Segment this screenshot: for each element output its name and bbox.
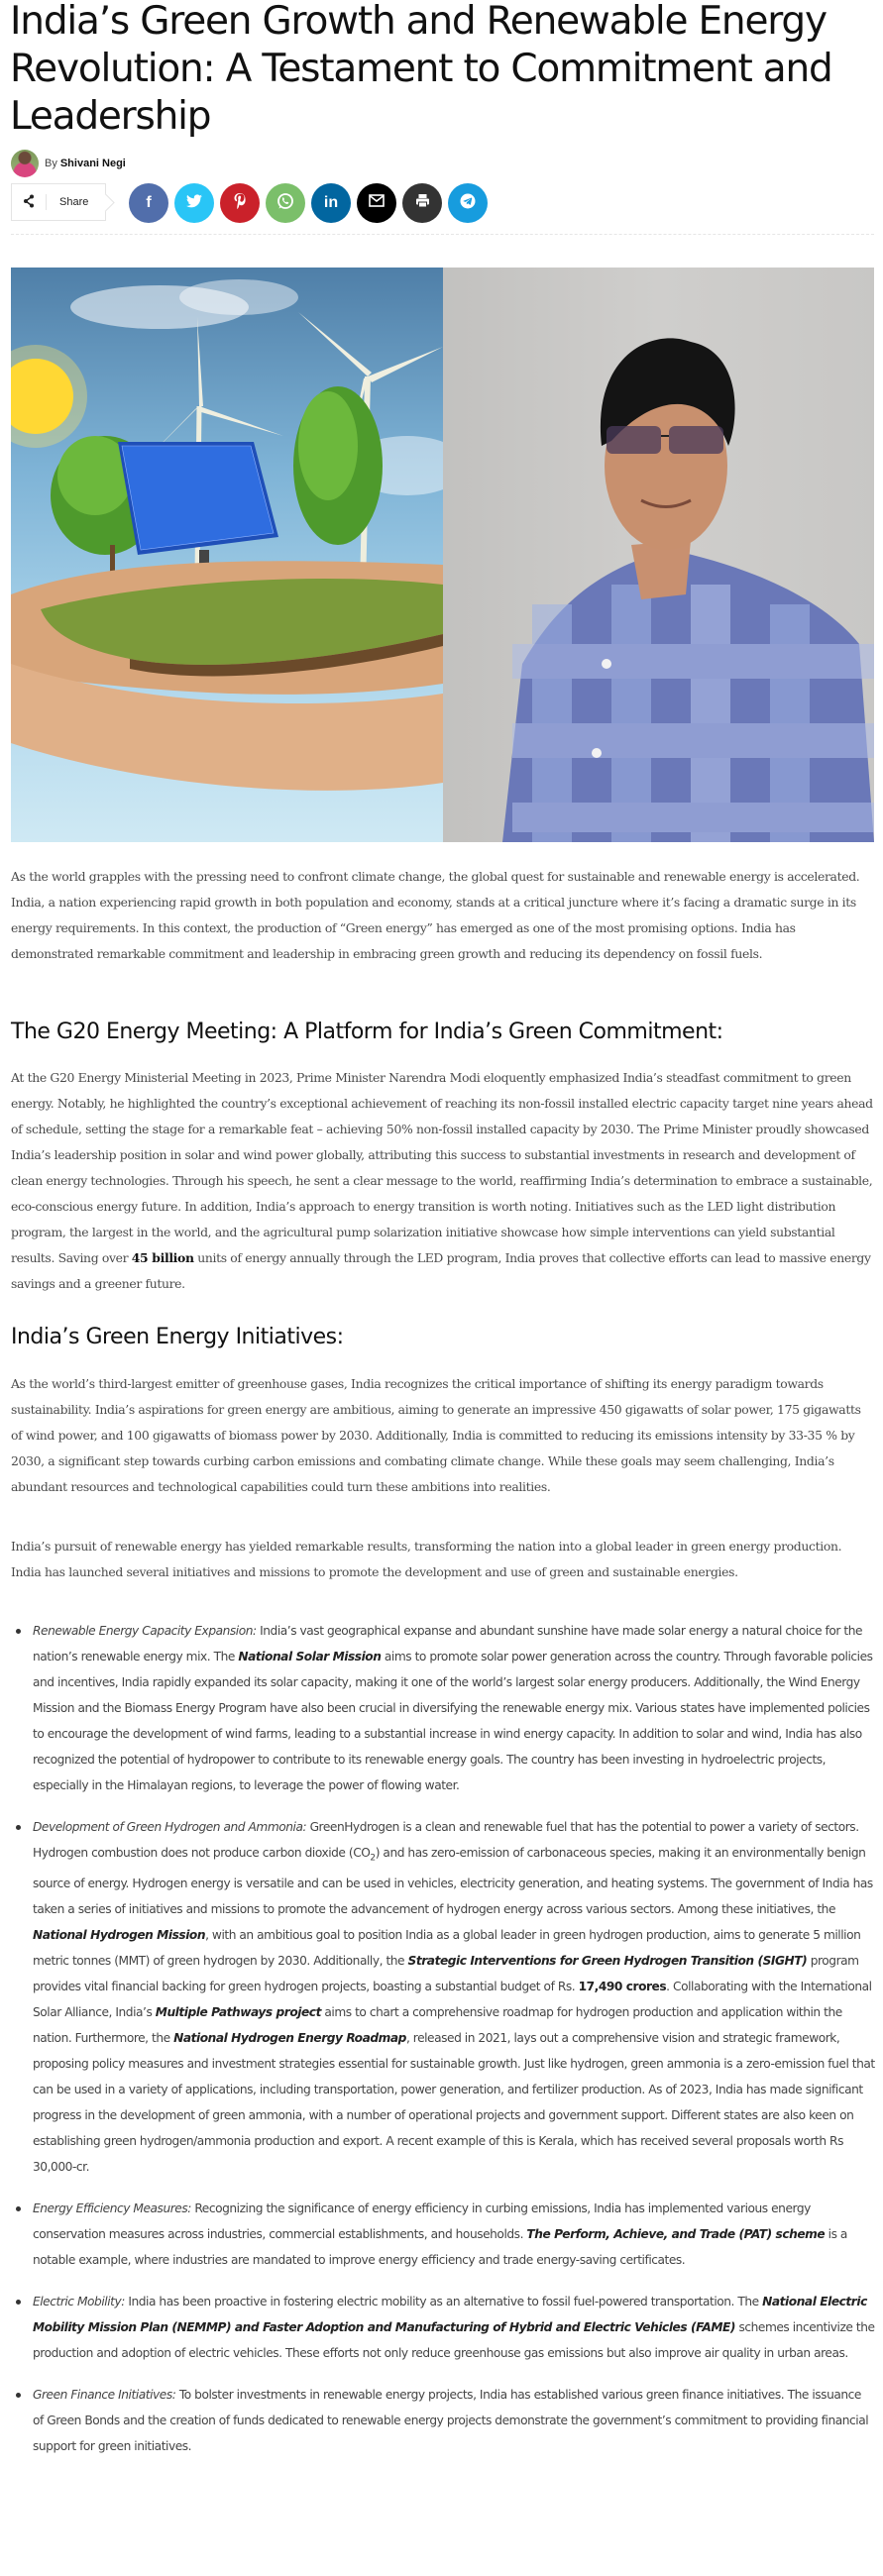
mobility-text-2: schemes incentivize the production and adoption of electric vehicles. These efforts not only reduce greenhouse gas emissions but also improve air quality in urban areas. [33, 2320, 875, 2361]
hydrogen-text-2: ) and has zero-emission of carbonaceous species, making it an environmentally benign source of energy. Hydrogen energy is versatile and can be used in vehicles, electricity generation, and heating systems. The government of India has taken a series of initiatives and missions to promote the advancement of hydrogen energy across various sectors. Among these initiatives, the [33, 1846, 873, 1917]
efficiency-text-1: Recognizing the significance of energy efficiency in curbing emissions, India has implemented various energy conservation measures across industries, commercial establishments, and households. [33, 2201, 811, 2242]
share-label: Share [59, 196, 89, 208]
initiatives-paragraph-1: As the world’s third-largest emitter of greenhouse gases, India recognizes the critical importance of shifting its energy paradigm towards sustainability. India’s aspirations for green energy are ambitious, aiming to generate an impressive 450 gigawatts of solar power, 175 gigawatts of wind power, and 100 gigawatts of biomass power by 2030. Additionally, India is committed to reducing its emissions intensity by 33-35 % by 2030, a significant step towards curbing carbon emissions and combating climate change. While these goals may seem challenging, India’s abundant resources and technological capabilities could turn these ambitions into realities. [11, 1376, 861, 1494]
efficiency-text-2: is a notable example, where industries are mandated to improve energy efficiency and trade energy-saving certificates. [33, 2227, 847, 2268]
telegram-icon [460, 193, 476, 214]
initiatives-list [0, 1618, 883, 2475]
hydrogen-text-3: , with an ambitious goal to position India as a global leader in green hydrogen production, aims to generate 5 million metric tonnes (MMT) of green hydrogen by 2030. Additionally, the [33, 1928, 861, 1969]
list-item-finance [0, 2382, 883, 2459]
email-icon [369, 194, 385, 212]
whatsapp-share-button[interactable] [266, 183, 305, 223]
hydrogen-text-7: , released in 2021, lays out a comprehensive vision and strategic framework, proposing policy measures and investment strategies essential for sustainable growth. Just like hydrogen, green ammonia is a zero-emission fuel that can be used in a variety of applications, including transportation, power generation, and fertilizer production. As of 2023, India has made significant progress in the development of green ammonia, with a number of operational projects and government support. Different states are also keen on establishing green hydrogen/ammonia production and export. A recent example of this is Kerala, which has received several proposals worth Rs 30,000-cr. [33, 2031, 875, 2175]
finance-text-1: To bolster investments in renewable energy projects, India has established various green finance initiatives. The issuance of Green Bonds and the creation of funds dedicated to renewable energy projects demonstrate the government’s commitment to providing financial support for green initiatives. [33, 2388, 869, 2454]
multiple-pathways-project: Multiple Pathways project [155, 2005, 321, 2020]
author-avatar[interactable] [11, 150, 39, 177]
co2-subscript: 2 [370, 1853, 376, 1864]
facebook-icon: f [146, 194, 152, 211]
share-box[interactable] [11, 183, 106, 221]
g20-text-2: units of energy annually through the LED program, India proves that collective efforts can lead to massive energy savings and a greener future. [11, 1250, 871, 1291]
sight-budget: 17,490 crores [578, 1980, 667, 1994]
mobility-label: Electric Mobility: [33, 2295, 125, 2309]
hydrogen-text-5: . Collaborating with the International Solar Alliance, India’s [33, 1980, 872, 2020]
initiatives-paragraph-2: India’s pursuit of renewable energy has yielded remarkable results, transforming the nation into a global leader in green energy production. India has launched several initiatives and missions to promote the development and use of green and sustainable energies. [11, 1539, 842, 1579]
hydrogen-text-6: aims to chart a comprehensive roadmap for hydrogen production and application within the nation. Furthermore, the [33, 2005, 842, 2046]
national-hydrogen-mission: National Hydrogen Mission [33, 1928, 206, 1943]
sight-program: Strategic Interventions for Green Hydrogen Transition (SIGHT) [407, 1954, 808, 1969]
facebook-share-button[interactable] [129, 183, 168, 223]
efficiency-label: Energy Efficiency Measures: [33, 2201, 191, 2216]
whatsapp-icon [276, 192, 294, 215]
article-title: India’s Green Growth and Renewable Energy Revolution: A Testament to Commitment and Leadership [10, 0, 832, 139]
hydrogen-text-4: program provides vital financial backing for green hydrogen projects, boasting a substantial budget of Rs. [33, 1954, 859, 1994]
print-icon [415, 193, 430, 213]
pat-scheme: The Perform, Achieve, and Trade (PAT) scheme [526, 2227, 826, 2242]
list-item-mobility [0, 2289, 883, 2366]
pinterest-icon [234, 193, 246, 214]
pinterest-share-button[interactable] [220, 183, 260, 223]
author-link[interactable]: Shivani Negi [59, 158, 126, 169]
list-item-hydrogen [0, 1814, 883, 2180]
renewable-text-2: aims to promote solar power generation across the country. Through favorable policies and incentives, India rapidly expanded its solar capacity, making it one of the world’s largest solar energy producers. Additionally, the Wind Energy Mission and the Biomass Energy Program have also been crucial in diversifying the renewable energy mix. Various states have implemented policies to encourage the development of wind farms, leading to a substantial increase in wind energy capacity. In addition to solar and wind, India has also recognized the potential of hydropower to contribute to its renewable energy goals. The country has been investing in hydroelectric projects, especially in the Himalayan regions, to leverage the power of flowing water. [33, 1650, 873, 1792]
byline [11, 149, 126, 178]
renewable-label: Renewable Energy Capacity Expansion: [33, 1624, 257, 1638]
list-item-efficiency [0, 2196, 883, 2273]
section-heading-g20: The G20 Energy Meeting: A Platform for India’s Green Commitment: [11, 1020, 723, 1044]
linkedin-icon: in [323, 194, 339, 211]
mobility-text-1: India has been proactive in fostering electric mobility as an alternative to fossil fuel-powered transportation. The [124, 2295, 763, 2309]
share-icon [12, 194, 47, 210]
national-solar-mission: National Solar Mission [238, 1650, 382, 1664]
section-heading-initiatives: India’s Green Energy Initiatives: [11, 1325, 344, 1349]
header-divider [11, 234, 874, 235]
hydrogen-label: Development of Green Hydrogen and Ammonia: [33, 1820, 307, 1834]
intro-paragraph: As the world grapples with the pressing need to confront climate change, the global quest for sustainable and renewable energy is accelerated. India, a nation experiencing rapid growth in both population and economy, stands at a critical juncture where it’s facing a dramatic surge in its energy requirements. In this context, the production of “Green energy” has emerged as one of the most promising options. India has demonstrated remarkable commitment and leadership in embracing green growth and reducing its dependency on fossil fuels. [11, 869, 860, 961]
featured-image [11, 268, 874, 842]
list-item-renewable [0, 1618, 883, 1798]
national-hydrogen-energy-roadmap: National Hydrogen Energy Roadmap [173, 2031, 406, 2046]
telegram-share-button[interactable] [448, 183, 488, 223]
nemmp-fame-schemes: National Electric Mobility Mission Plan (NEMMP) and Faster Adoption and Manufacturing of Hybrid and Electric Vehicles (FAME) [33, 2295, 867, 2335]
finance-label: Green Finance Initiatives: [33, 2388, 176, 2403]
g20-highlight-45-billion: 45 billion [131, 1250, 194, 1265]
renewable-text-1: India’s vast geographical expanse and abundant sunshine have made solar energy a natural choice for the nation’s renewable energy mix. The [33, 1624, 863, 1664]
linkedin-share-button[interactable] [311, 183, 351, 223]
social-share-buttons [129, 183, 494, 223]
print-button[interactable] [402, 183, 442, 223]
hydrogen-text-1: GreenHydrogen is a clean and renewable fuel that has the potential to power a variety of sectors. Hydrogen combustion does not produce carbon dioxide (CO [33, 1820, 859, 1860]
twitter-share-button[interactable] [174, 183, 214, 223]
email-share-button[interactable] [357, 183, 396, 223]
byline-prefix: By [45, 158, 57, 169]
renewable-energy-illustration [11, 268, 443, 842]
g20-paragraph [11, 1065, 873, 1297]
g20-text-1: At the G20 Energy Ministerial Meeting in 2023, Prime Minister Narendra Modi eloquently emphasized India’s steadfast commitment to green energy. Notably, he highlighted the country’s exceptional achievement of reaching its non-fossil installed electric capacity target nine years ahead of schedule, setting the stage for a remarkable feat – achieving 50% non-fossil installed capacity by 2030. The Prime Minister proudly showcased India’s leadership position in solar and wind power globally, attributing this success to substantial investments in research and development of clean energy technologies. Through his speech, he sent a clear message to the world, reaffirming India’s determination to embrace a sustainable, eco-conscious energy future. In addition, India’s approach to energy transition is worth noting. Initiatives such as the LED light distribution program, the largest in the world, and the agricultural pump solarization initiative showcase how simple interventions can yield substantial results. Saving over [11, 1070, 873, 1265]
twitter-icon [186, 194, 202, 213]
author-portrait [443, 268, 874, 842]
